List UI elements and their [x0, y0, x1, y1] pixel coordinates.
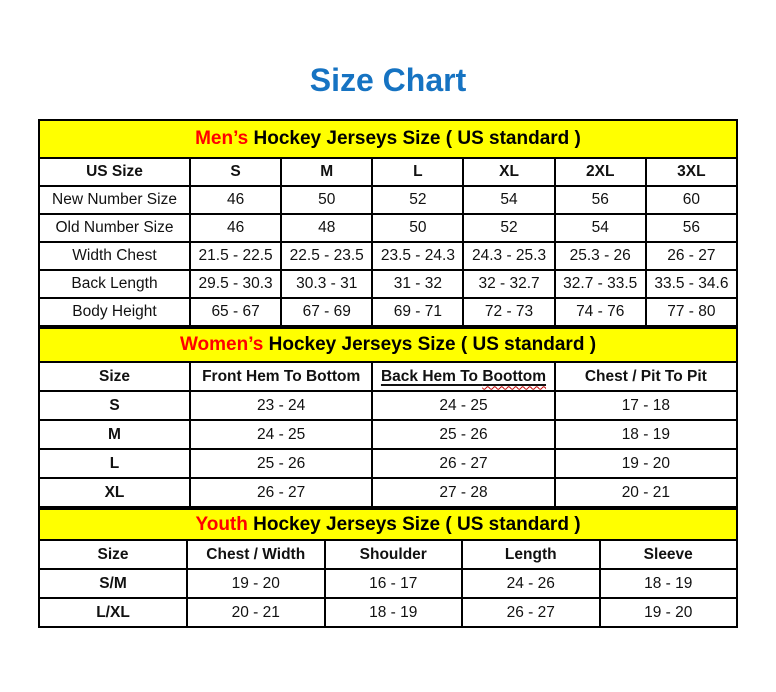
column-header: Chest / Pit To Pit	[555, 362, 737, 391]
table-row	[39, 242, 737, 270]
column-header: Sleeve	[600, 540, 738, 569]
row-label: Back Length	[39, 270, 190, 298]
page-title: Size Chart	[309, 62, 467, 98]
column-header	[372, 362, 554, 391]
womens-size-table	[38, 361, 738, 508]
value-cell: 54	[555, 214, 646, 242]
youth-size-table	[38, 539, 738, 628]
value-cell: 24.3 - 25.3	[463, 242, 554, 270]
table-row	[39, 270, 737, 298]
value-cell: 25.3 - 26	[555, 242, 646, 270]
value-cell: 23.5 - 24.3	[372, 242, 463, 270]
value-cell: 26 - 27	[462, 598, 600, 627]
value-cell: 50	[281, 186, 372, 214]
value-cell: 29.5 - 30.3	[190, 270, 281, 298]
value-cell: 25 - 26	[190, 449, 372, 478]
value-cell: 31 - 32	[372, 270, 463, 298]
womens-table-section	[38, 327, 738, 508]
value-cell: 72 - 73	[463, 298, 554, 326]
value-cell: 25 - 26	[372, 420, 554, 449]
value-cell: 50	[372, 214, 463, 242]
youth-table-section	[38, 508, 738, 628]
row-label: L/XL	[39, 598, 187, 627]
column-header: S	[190, 158, 281, 186]
row-label: S	[39, 391, 190, 420]
size-chart-sheet	[38, 119, 738, 628]
column-header: XL	[463, 158, 554, 186]
value-cell: 20 - 21	[187, 598, 325, 627]
value-cell: 30.3 - 31	[281, 270, 372, 298]
column-header: Size	[39, 362, 190, 391]
table-row	[39, 391, 737, 420]
table-row	[39, 478, 737, 507]
value-cell: 24 - 26	[462, 569, 600, 598]
mens-size-table	[38, 157, 738, 327]
mens-table-section	[38, 119, 738, 327]
womens-table-title	[38, 327, 738, 361]
row-label: L	[39, 449, 190, 478]
value-cell: 19 - 20	[600, 598, 738, 627]
value-cell: 26 - 27	[646, 242, 737, 270]
row-label: M	[39, 420, 190, 449]
row-label: XL	[39, 478, 190, 507]
column-header: L	[372, 158, 463, 186]
value-cell: 18 - 19	[555, 420, 737, 449]
value-cell: 24 - 25	[190, 420, 372, 449]
value-cell: 46	[190, 186, 281, 214]
column-header-row	[39, 540, 737, 569]
column-header: Front Hem To Bottom	[190, 362, 372, 391]
value-cell: 23 - 24	[190, 391, 372, 420]
value-cell: 52	[463, 214, 554, 242]
value-cell: 26 - 27	[190, 478, 372, 507]
row-label: S/M	[39, 569, 187, 598]
misspelled-word: Boottom	[482, 367, 547, 385]
column-header: 2XL	[555, 158, 646, 186]
value-cell: 16 - 17	[325, 569, 463, 598]
value-cell: 32.7 - 33.5	[555, 270, 646, 298]
underlined-header-text: Back Hem To Boottom	[380, 367, 547, 385]
table-row	[39, 298, 737, 326]
table-row	[39, 420, 737, 449]
value-cell: 77 - 80	[646, 298, 737, 326]
value-cell: 60	[646, 186, 737, 214]
column-header: Length	[462, 540, 600, 569]
youth-table-title	[38, 508, 738, 539]
mens-title-rest: Hockey Jerseys Size ( US standard )	[248, 128, 581, 149]
value-cell: 27 - 28	[372, 478, 554, 507]
column-header: US Size	[39, 158, 190, 186]
value-cell: 17 - 18	[555, 391, 737, 420]
value-cell: 74 - 76	[555, 298, 646, 326]
value-cell: 22.5 - 23.5	[281, 242, 372, 270]
column-header: Chest / Width	[187, 540, 325, 569]
value-cell: 21.5 - 22.5	[190, 242, 281, 270]
value-cell: 46	[190, 214, 281, 242]
table-row	[39, 449, 737, 478]
table-row	[39, 186, 737, 214]
value-cell: 54	[463, 186, 554, 214]
table-row	[39, 569, 737, 598]
row-label: New Number Size	[39, 186, 190, 214]
column-header: 3XL	[646, 158, 737, 186]
womens-title-rest: Hockey Jerseys Size ( US standard )	[263, 334, 597, 355]
value-cell: 19 - 20	[187, 569, 325, 598]
youth-accent-label: Youth	[195, 513, 248, 535]
column-header: Size	[39, 540, 187, 569]
row-label: Old Number Size	[39, 214, 190, 242]
value-cell: 67 - 69	[281, 298, 372, 326]
table-row	[39, 598, 737, 627]
value-cell: 65 - 67	[190, 298, 281, 326]
value-cell: 69 - 71	[372, 298, 463, 326]
value-cell: 18 - 19	[600, 569, 738, 598]
value-cell: 32 - 32.7	[463, 270, 554, 298]
column-header-row	[39, 158, 737, 186]
mens-accent-label: Men’s	[195, 128, 249, 149]
value-cell: 18 - 19	[325, 598, 463, 627]
womens-accent-label: Women’s	[179, 334, 264, 355]
value-cell: 20 - 21	[555, 478, 737, 507]
value-cell: 24 - 25	[372, 391, 554, 420]
value-cell: 48	[281, 214, 372, 242]
column-header-row	[39, 362, 737, 391]
value-cell: 52	[372, 186, 463, 214]
column-header: M	[281, 158, 372, 186]
mens-table-title	[38, 119, 738, 157]
row-label: Width Chest	[39, 242, 190, 270]
value-cell: 26 - 27	[372, 449, 554, 478]
value-cell: 19 - 20	[555, 449, 737, 478]
table-row	[39, 214, 737, 242]
value-cell: 33.5 - 34.6	[646, 270, 737, 298]
column-header: Shoulder	[325, 540, 463, 569]
value-cell: 56	[646, 214, 737, 242]
row-label: Body Height	[39, 298, 190, 326]
youth-title-rest: Hockey Jerseys Size ( US standard )	[247, 513, 581, 535]
value-cell: 56	[555, 186, 646, 214]
